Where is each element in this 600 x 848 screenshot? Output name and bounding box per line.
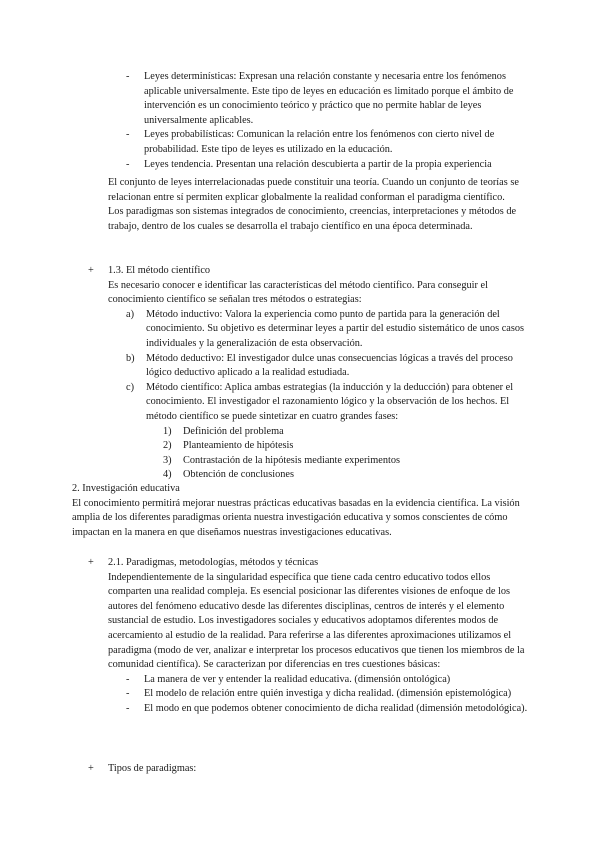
list-item [163,439,528,454]
section-text: El conocimiento permitirá mejorar nuestras prácticas educativas basadas en la evidencia científica. La visión amplia de los diferentes paradigmas orienta nuestra investigación educativa y somos conscientes de cómo impactan en la manera en que diseñamos nuestras investigaciones educativas. [72,497,520,538]
list-item-text: Definición del problema [183,425,284,437]
list-item-text: El modo en que podemos obtener conocimiento de dicha realidad (dimensión metodológica). [144,702,528,714]
section-2-1 [88,556,528,717]
dash-marker: - [126,673,130,685]
list-item-text: Método inductivo: Valora la experiencia como punto de partida para la generación del conocimiento. Su objetivo es determinar leyes a partir del estudio sistemático de unos casos individuales y la generalización de esta observación. [146,308,525,349]
paragraph-paradigmas: Los paradigmas son sistemas integrados de conocimiento, creencias, interpretaciones y métodos de trabajo, dentro de los cuales se desarrolla el trabajo científico en una época determinada. [108,206,517,232]
list-item [126,687,528,702]
number-marker: 4) [163,469,172,481]
list-item [126,128,526,157]
dash-marker: - [126,71,130,82]
list-item-text: Método científico: Aplica ambas estrategias (la inducción y la deducción) para obtener el conocimiento. El investigador el razonamiento lógico y la observación de los hechos. El método científico se puede sintetizar en cuatro grandes fases: [146,381,514,422]
list-item-text: Leyes probabilísticas: Comunican la relación entre los fenómenos con cierto nivel de probabilidad. Este tipo de leyes es utilizado en la educación. [144,129,495,155]
list-item [163,468,528,483]
list-item [163,425,528,440]
section-heading: 2. Investigación educativa [72,483,180,494]
list-item-text: Contrastación de la hipótesis mediante experimentos [183,454,401,466]
list-item [163,454,528,469]
list-item-text: Leyes determinísticas: Expresan una relación constante y necesaria entre los fenómenos aplicable universalmente. Este tipo de leyes en educación es limitado porque el ámbito de intervención es un conocimiento teórico y práctico que no permite hablar de leyes universalmente aplicables. [144,71,514,126]
laws-list [126,70,526,172]
list-item-text: El modelo de relación entre quién investiga y dicha realidad. (dimensión epistemológica) [144,688,512,700]
list-item [126,702,528,717]
section-text: Independientemente de la singularidad específica que tiene cada centro educativo todos ellos comparten una realidad compleja. Es esencial posicionar las diferentes visiones de enfoque de los autores del fenómeno educativo desde las diferentes disciplinas, centros de interés y el elemento sustancial de estudio. Los investigadores sociales y educativos adoptamos diferentes modos de acercamiento al estudio de la realidad. Para referirse a las diferentes aproximaciones utilizamos el paradigma (modo de ver, analizar e interpretar los procesos educativos que tienen los miembros de la comunidad científica). Se caracterizan por diferencias en tres cuestiones básicas: [108,571,525,671]
plus-bullet: + [88,557,94,568]
questions-list [126,673,528,717]
list-item-text: Obtención de conclusiones [183,469,294,481]
list-item [126,381,528,425]
dash-marker: - [126,158,130,170]
list-item [126,352,528,381]
plus-bullet: + [88,265,94,276]
number-marker: 3) [163,454,172,466]
list-item-text: Método deductivo: El investigador dulce unas consecuencias lógicas a través del proceso lógico deductivo aplicado a la realidad estudiada. [146,352,513,379]
plus-bullet: + [88,763,94,774]
dash-marker: - [126,688,130,700]
section-intro: Es necesario conocer e identificar las características del método científico. Para conseguir el conocimiento científico se señalan tres métodos o estrategias: [108,279,488,306]
list-item-text: La manera de ver y entender la realidad educativa. (dimensión ontológica) [144,673,451,685]
list-item-text: Leyes tendencia. Presentan una relación descubierta a partir de la propia experiencia [144,158,492,170]
alpha-marker: b) [126,352,135,364]
number-marker: 1) [163,425,172,437]
section-heading: Tipos de paradigmas: [108,763,197,774]
section-1-3 [88,264,528,483]
theory-block [108,176,528,234]
list-item [126,308,528,352]
section-heading: 2.1. Paradigmas, metodologías, métodos y técnicas [108,557,319,568]
alpha-marker: c) [126,381,134,393]
phases-list [163,425,528,483]
section-2 [72,482,532,540]
section-heading: 1.3. El método científico [108,265,211,276]
list-item [126,158,526,173]
paragraph-teoria: El conjunto de leyes interrelacionadas puede constituir una teoría. Cuando un conjunto de teorías se relacionan entre sí permiten explicar globalmente la realidad conforman el paradigma científico. [108,177,519,203]
dash-marker: - [126,129,130,141]
list-item [126,673,528,688]
list-item [126,70,526,128]
list-item-text: Planteamiento de hipótesis [183,440,294,452]
dash-marker: - [126,702,130,714]
number-marker: 2) [163,440,172,452]
section-tipos [88,762,528,777]
alpha-marker: a) [126,308,134,320]
methods-list [126,308,528,483]
